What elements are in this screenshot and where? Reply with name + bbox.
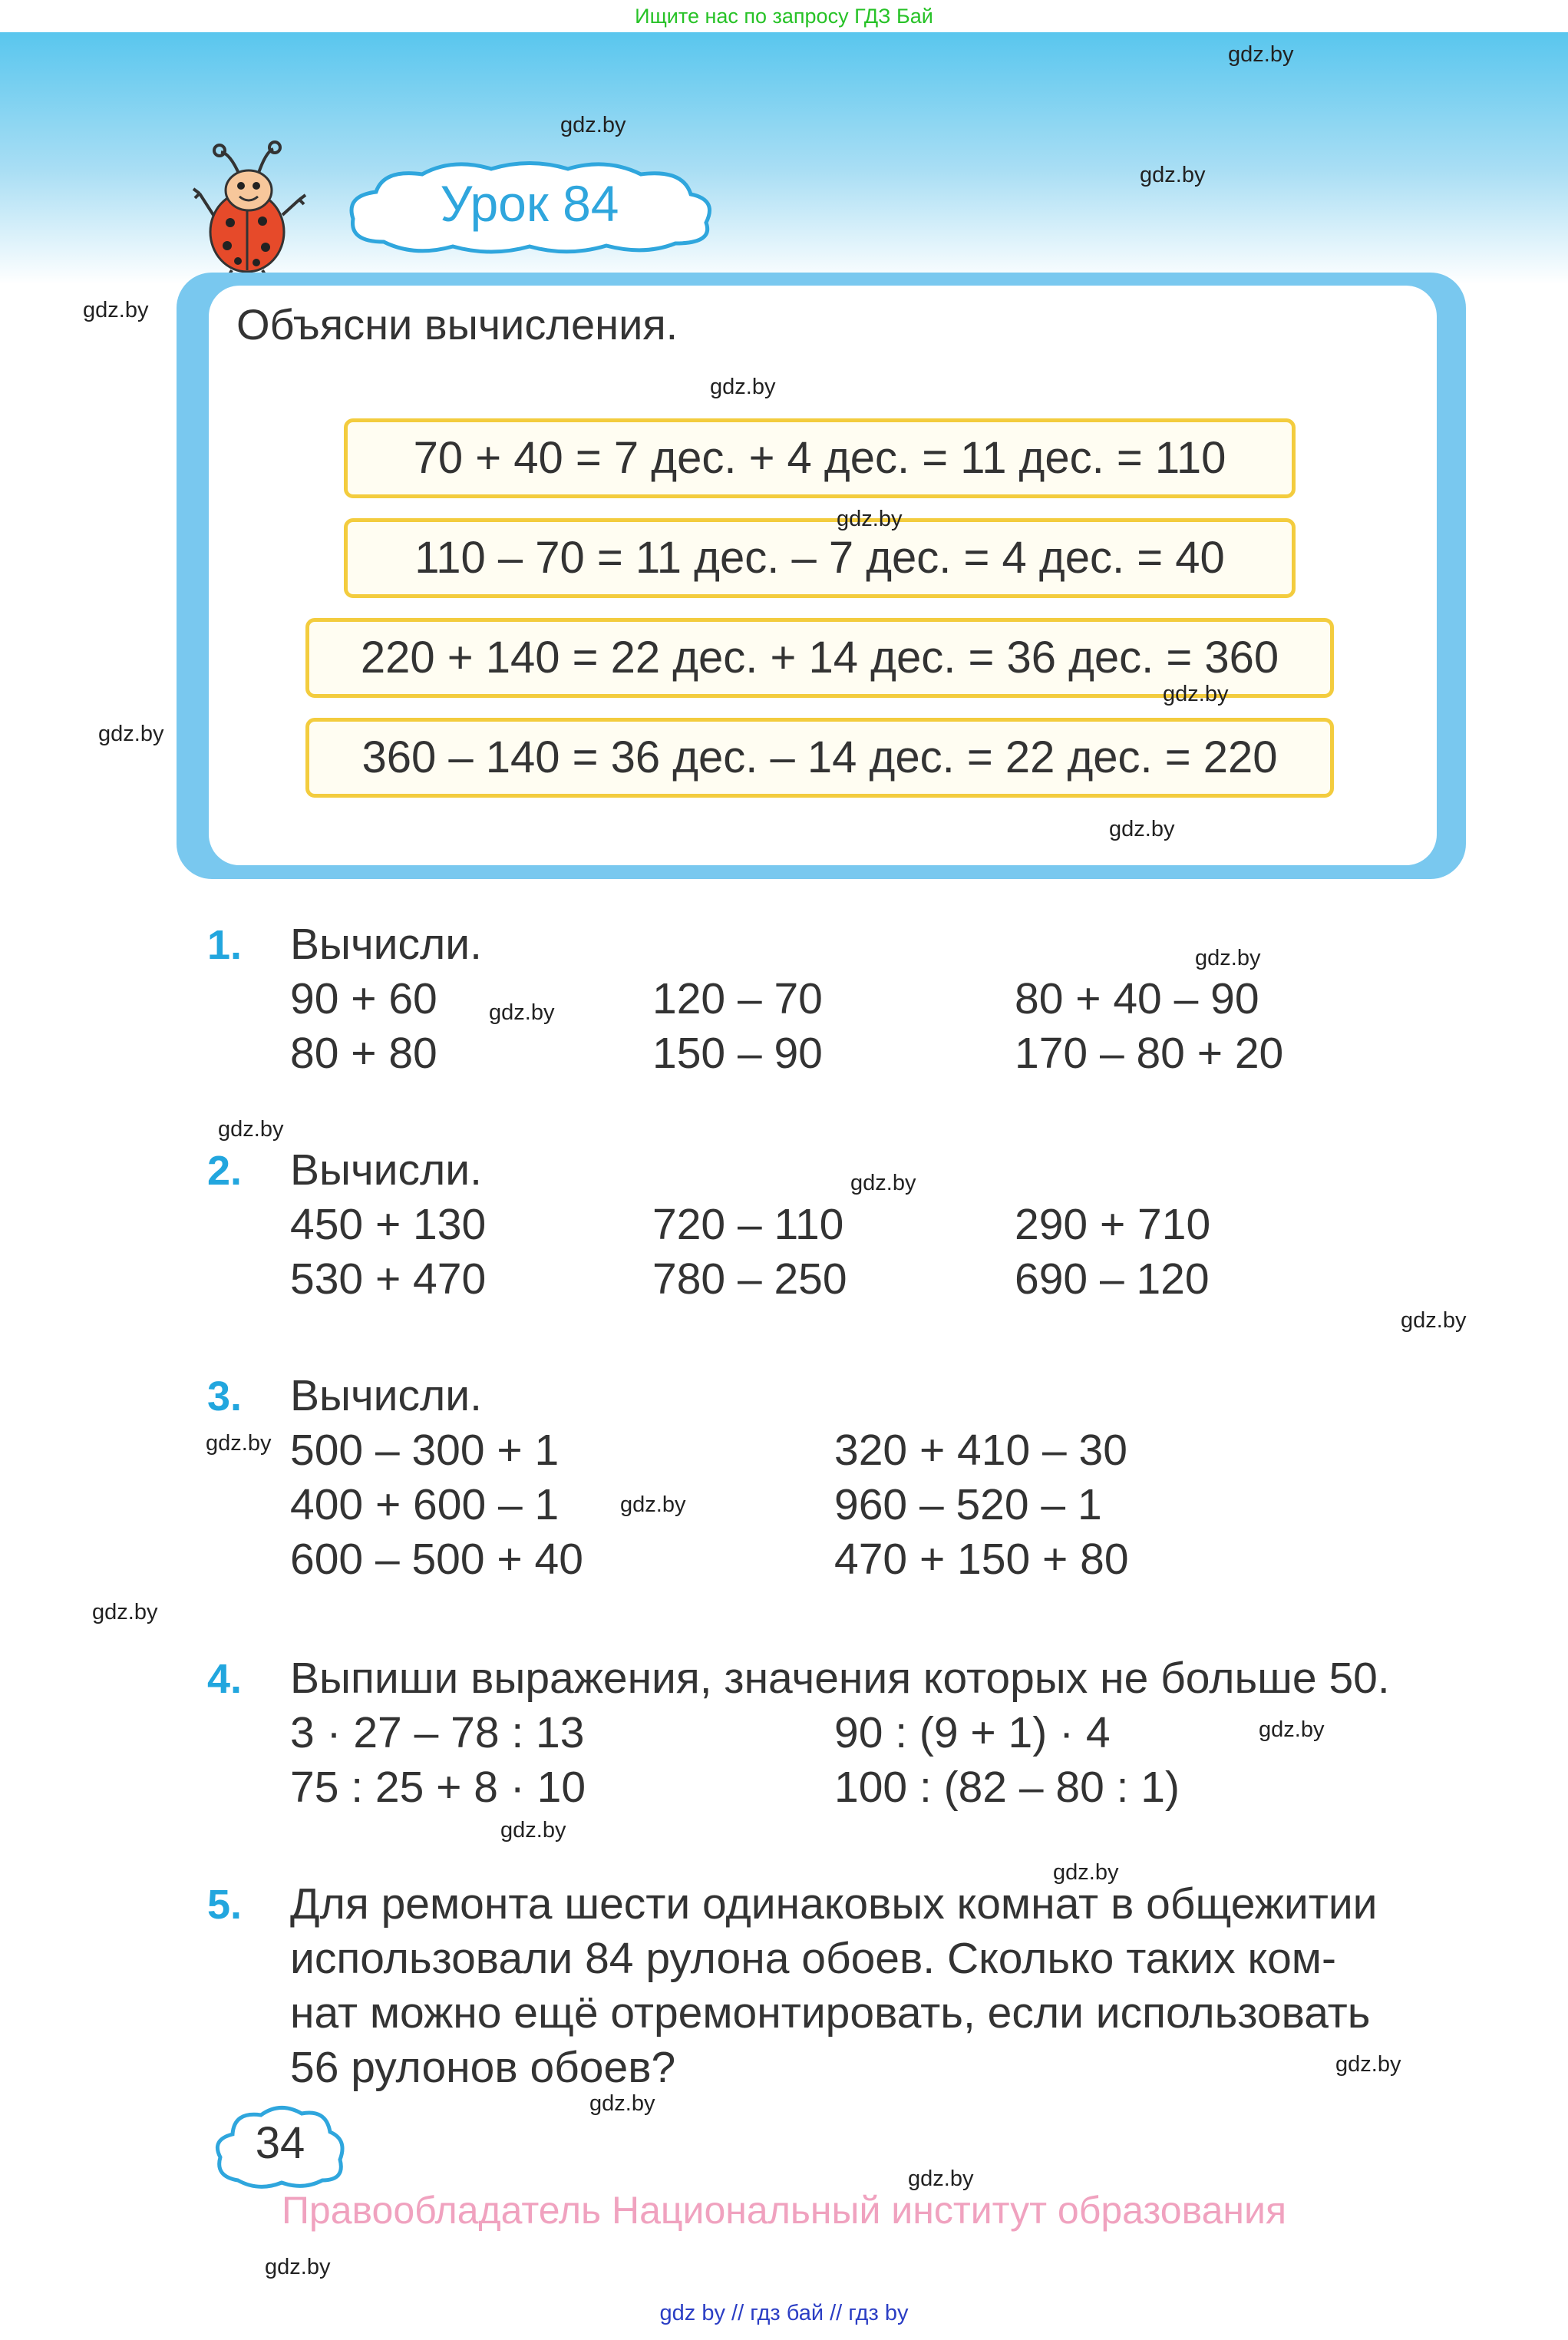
expression: 150 – 90 [652, 1029, 823, 1078]
expression: 500 – 300 + 1 [290, 1426, 560, 1475]
expression: 3 · 27 – 78 : 13 [290, 1708, 585, 1757]
watermark: gdz.by [710, 375, 776, 399]
expression: 320 + 410 – 30 [834, 1426, 1127, 1475]
watermark: gdz.by [489, 1000, 555, 1025]
equation-box-1: 70 + 40 = 7 дес. + 4 дес. = 11 дес. = 110 [344, 418, 1296, 498]
watermark: gdz.by [83, 298, 149, 322]
copyright-notice: Правообладатель Национальный институт образования [281, 2189, 1287, 2232]
expression: 470 + 150 + 80 [834, 1535, 1129, 1584]
expression: 450 + 130 [290, 1200, 487, 1249]
task-number: 2. [207, 1148, 243, 1194]
page-number: 34 [255, 2118, 305, 2168]
watermark: gdz.by [1228, 42, 1294, 67]
expression: 400 + 600 – 1 [290, 1480, 560, 1529]
task-number: 4. [207, 1656, 243, 1702]
watermark: gdz.by [218, 1117, 284, 1142]
watermark: gdz.by [1140, 163, 1206, 187]
problem-line: нат можно ещё отремонтировать, если использовать [290, 1988, 1371, 2038]
watermark: gdz.by [1401, 1308, 1467, 1333]
watermark: gdz.by [500, 1818, 566, 1843]
expression: 75 : 25 + 8 · 10 [290, 1763, 586, 1812]
expression: 530 + 470 [290, 1254, 487, 1304]
equation-box-2: 110 – 70 = 11 дес. – 7 дес. = 4 дес. = 40 [344, 518, 1296, 598]
problem-line: Для ремонта шести одинаковых комнат в общежитии [290, 1879, 1378, 1929]
problem-line: использовали 84 рулона обоев. Сколько таких ком- [290, 1934, 1336, 1983]
watermark: gdz.by [92, 1600, 158, 1624]
task-title: Выпиши выражения, значения которых не больше 50. [290, 1654, 1390, 1703]
watermark: gdz.by [1053, 1860, 1119, 1885]
explain-heading: Объясни вычисления. [236, 300, 678, 349]
task-number: 3. [207, 1373, 243, 1420]
footer-links[interactable]: gdz by // гдз бай // гдз by [659, 2301, 909, 2325]
expression: 960 – 520 – 1 [834, 1480, 1102, 1529]
problem-line: 56 рулонов обоев? [290, 2043, 676, 2092]
expression: 100 : (82 – 80 : 1) [834, 1763, 1180, 1812]
watermark: gdz.by [908, 2166, 974, 2191]
watermark: gdz.by [1335, 2052, 1401, 2077]
lesson-title: Урок 84 [440, 175, 619, 232]
expression: 780 – 250 [652, 1254, 847, 1304]
top-banner[interactable]: Ищите нас по запросу ГДЗ Бай [0, 0, 1568, 32]
ladybug-mascot-icon [192, 138, 307, 284]
watermark: gdz.by [620, 1492, 686, 1517]
watermark: gdz.by [1195, 946, 1261, 970]
watermark: gdz.by [265, 2255, 331, 2279]
expression: 90 + 60 [290, 974, 437, 1023]
expression: 690 – 120 [1015, 1254, 1210, 1304]
equation-box-3: 220 + 140 = 22 дес. + 14 дес. = 36 дес. = 360 [305, 618, 1334, 698]
task-title: Вычисли. [290, 1371, 482, 1420]
task-number: 5. [207, 1882, 243, 1928]
task-title: Вычисли. [290, 1145, 482, 1195]
expression: 600 – 500 + 40 [290, 1535, 583, 1584]
watermark: gdz.by [1259, 1717, 1325, 1742]
expression: 290 + 710 [1015, 1200, 1211, 1249]
expression: 80 + 40 – 90 [1015, 974, 1259, 1023]
task-number: 1. [207, 922, 243, 968]
expression: 90 : (9 + 1) · 4 [834, 1708, 1111, 1757]
watermark: gdz.by [206, 1431, 272, 1456]
equation-box-4: 360 – 140 = 36 дес. – 14 дес. = 22 дес. = 220 [305, 718, 1334, 798]
watermark: gdz.by [98, 722, 164, 746]
watermark: gdz.by [837, 507, 903, 531]
watermark: gdz.by [1109, 817, 1175, 841]
expression: 120 – 70 [652, 974, 823, 1023]
task-title: Вычисли. [290, 920, 482, 969]
watermark: gdz.by [1163, 682, 1229, 706]
expression: 170 – 80 + 20 [1015, 1029, 1284, 1078]
watermark: gdz.by [589, 2091, 655, 2116]
watermark: gdz.by [850, 1171, 916, 1195]
watermark: gdz.by [560, 113, 626, 137]
expression: 80 + 80 [290, 1029, 437, 1078]
expression: 720 – 110 [652, 1200, 844, 1249]
